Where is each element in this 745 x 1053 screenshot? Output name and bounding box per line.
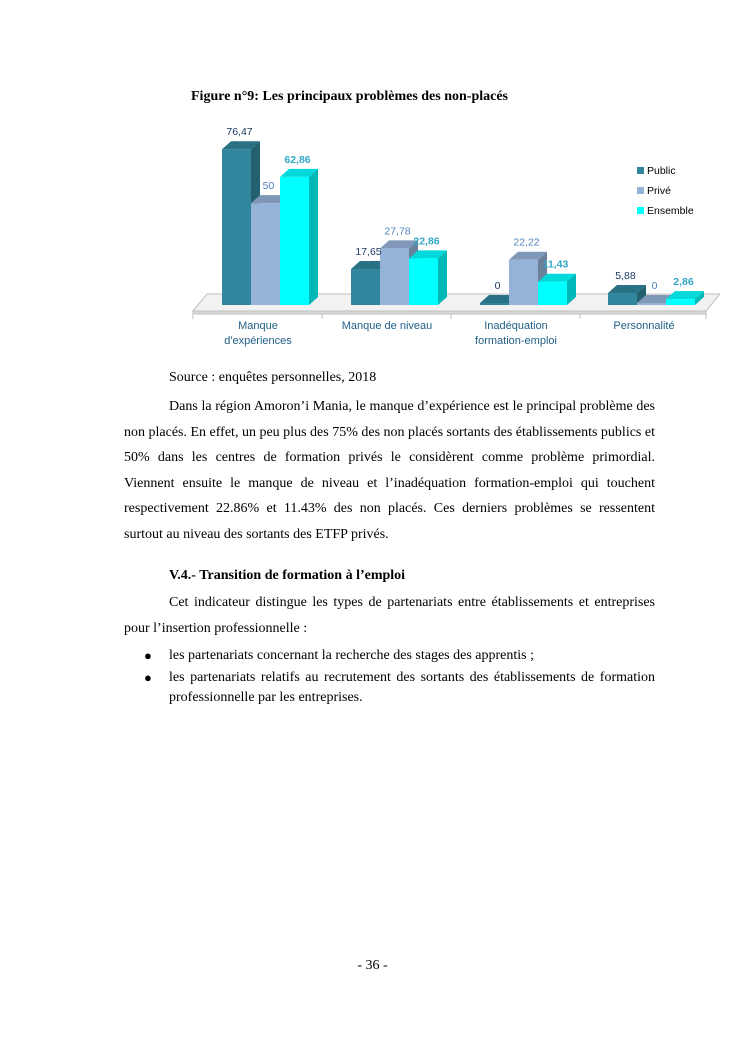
chart-bar [409,258,438,305]
chart-floor-edge [193,311,706,314]
bullet-icon: ● [144,670,152,685]
chart-bar-side [438,250,447,305]
chart-data-label: 27,78 [384,225,411,238]
paragraph-section-intro [124,590,655,641]
chart-bar [380,248,409,305]
chart-bar [637,303,666,305]
chart-bar [480,303,509,305]
chart-data-label: 17,65 [355,246,382,259]
chart-bar [351,269,380,305]
paragraph-analysis-text: Dans la région Amoron’i Mania, le manque d’expérience est le principal problème des non placés. En effet, un peu plus des 75% des non placés sortants des établissements publics et 50% dans les centres de formation privés le considèrent comme problème primordial. Viennent ensuite le manque de niveau et l’inadéquation formation-emploi qui touchent respectivement 22.86% et 11.43% des non placés. Ces derniers problèmes se ressentent surtout au niveau des sortants des ETFP privés. [124,399,655,542]
figure-title: Figure n°9: Les principaux problèmes des non-placés [191,89,508,104]
bar-chart [190,118,720,350]
figure-source: Source : enquêtes personnelles, 2018 [169,370,377,385]
paragraph-section-intro-text: Cet indicateur distingue les types de partenariats entre établissements et entreprises pour l’insertion professionnelle : [124,595,655,636]
bullet-list [124,646,655,710]
bullet-item [124,646,655,666]
chart-data-label: 50 [262,180,275,193]
chart-category-label: formation-emploi [475,335,557,347]
chart-data-label: 22,86 [413,235,440,248]
chart-category-label: Personnalité [613,320,675,332]
chart-bar [280,177,309,305]
chart-category-label: Inadéquation [484,320,548,332]
chart-data-label: 62,86 [284,153,311,166]
section-heading: V.4.- Transition de formation à l’emploi [169,568,406,583]
bullet-item-text: les partenariats relatifs au recrutement des sortants des établissements de formation professionnelle par les entreprises. [169,670,655,705]
chart-category-label: Manque de niveau [341,320,433,332]
chart-category-label: Manque [238,320,278,332]
legend-swatch [637,167,644,174]
chart-data-label: 2,86 [673,276,694,289]
bullet-item-text: les partenariats concernant la recherche des stages des apprentis ; [169,648,534,663]
chart-legend [637,165,694,217]
legend-swatch [637,207,644,214]
chart-bar [251,203,280,305]
chart-bar-side [309,169,318,305]
legend-swatch [637,187,644,194]
legend-label: Public [647,165,676,177]
bullet-item [124,668,655,708]
bullet-icon: ● [144,648,152,663]
chart-category-label: d'expériences [224,335,292,347]
legend-label: Ensemble [647,205,694,217]
chart-data-label: 11,43 [542,258,569,271]
chart-data-label: 76,47 [226,126,253,139]
chart-bar [538,282,567,305]
page-number: - 36 - [357,958,388,973]
chart-bar [222,149,251,305]
chart-category-labels [224,320,674,347]
chart-bar [509,260,538,305]
chart-data-label: 22,22 [513,236,540,249]
chart-data-label: 5,88 [615,270,636,283]
legend-label: Privé [647,185,671,197]
chart-data-label: 0 [494,280,501,292]
chart-data-label: 0 [651,280,658,292]
chart-bar [666,299,695,305]
chart-bar [608,293,637,305]
paragraph-analysis [124,394,655,548]
